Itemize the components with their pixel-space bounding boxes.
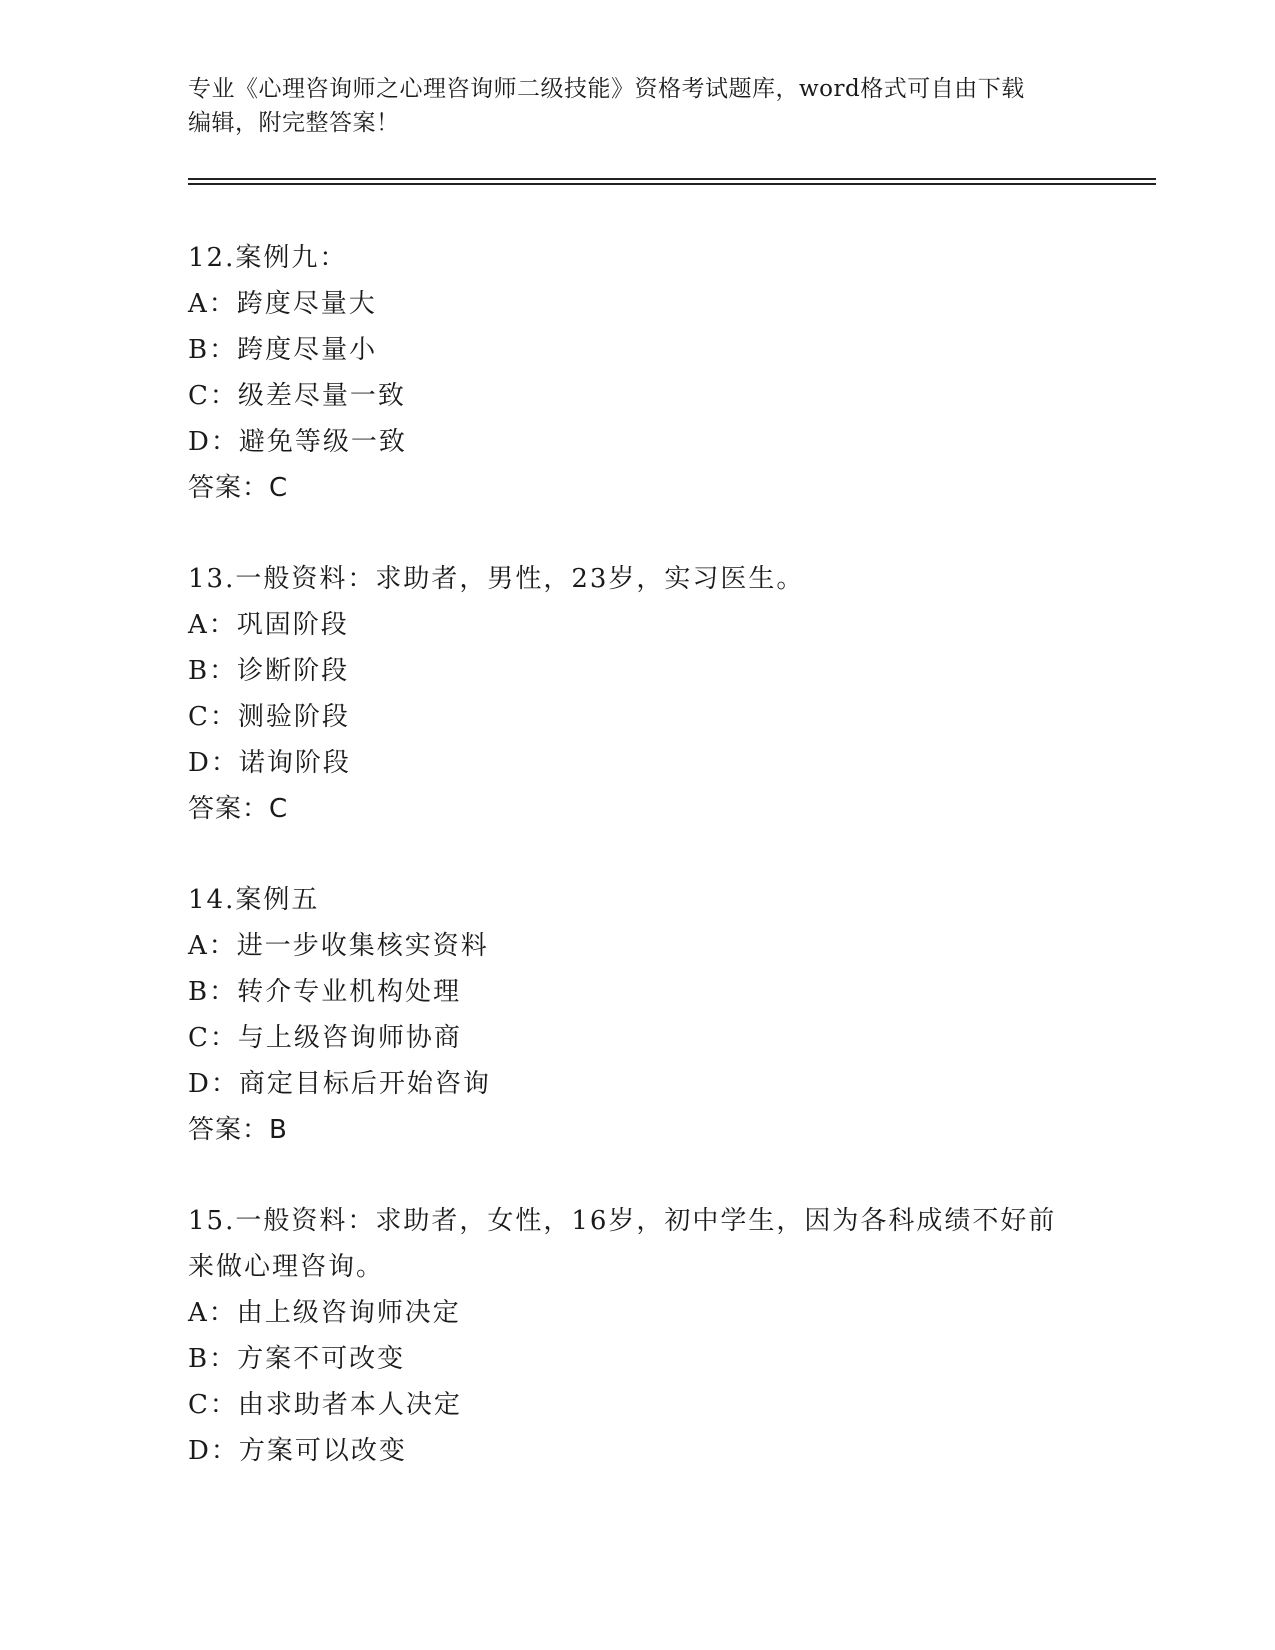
option-a: A：进一步收集核实资料 bbox=[188, 931, 489, 961]
option-d: D：商定目标后开始咨询 bbox=[188, 1069, 491, 1099]
answer: 答案：B bbox=[188, 1115, 288, 1145]
option-b: B：跨度尽量小 bbox=[188, 335, 378, 365]
header-line-2: 编辑，附完整答案！ bbox=[188, 110, 400, 136]
question-14 bbox=[188, 877, 1088, 1153]
header-divider-bottom bbox=[188, 183, 1156, 185]
header-line-1: 专业《心理咨询师之心理咨询师二级技能》资格考试题库，word格式可自由下载 bbox=[188, 76, 1025, 102]
header-divider-top bbox=[188, 178, 1156, 180]
option-c: C：测验阶段 bbox=[188, 702, 350, 732]
answer: 答案：C bbox=[188, 473, 289, 503]
answer: 答案：C bbox=[188, 794, 289, 824]
question-stem: 14.案例五 bbox=[188, 885, 320, 915]
option-c: C：由求助者本人决定 bbox=[188, 1390, 462, 1420]
option-c: C：与上级咨询师协商 bbox=[188, 1023, 462, 1053]
option-b: B：方案不可改变 bbox=[188, 1344, 406, 1374]
question-stem: 13.一般资料：求助者，男性，23岁，实习医生。 bbox=[188, 564, 805, 594]
option-d: D：诺询阶段 bbox=[188, 748, 351, 778]
question-stem-line-2: 来做心理咨询。 bbox=[188, 1252, 385, 1282]
option-a: A：巩固阶段 bbox=[188, 610, 349, 640]
option-d: D：避免等级一致 bbox=[188, 427, 407, 457]
question-13 bbox=[188, 556, 1088, 832]
question-stem: 12.案例九： bbox=[188, 243, 348, 273]
question-stem-line-1: 15.一般资料：求助者，女性，16岁，初中学生，因为各科成绩不好前 bbox=[188, 1206, 1057, 1236]
option-d: D：方案可以改变 bbox=[188, 1436, 407, 1466]
question-15 bbox=[188, 1198, 1088, 1474]
question-12 bbox=[188, 235, 1088, 511]
option-a: A：由上级咨询师决定 bbox=[188, 1298, 461, 1328]
option-c: C：级差尽量一致 bbox=[188, 381, 406, 411]
option-a: A：跨度尽量大 bbox=[188, 289, 377, 319]
document-header bbox=[188, 72, 1088, 140]
option-b: B：诊断阶段 bbox=[188, 656, 350, 686]
option-b: B：转介专业机构处理 bbox=[188, 977, 462, 1007]
